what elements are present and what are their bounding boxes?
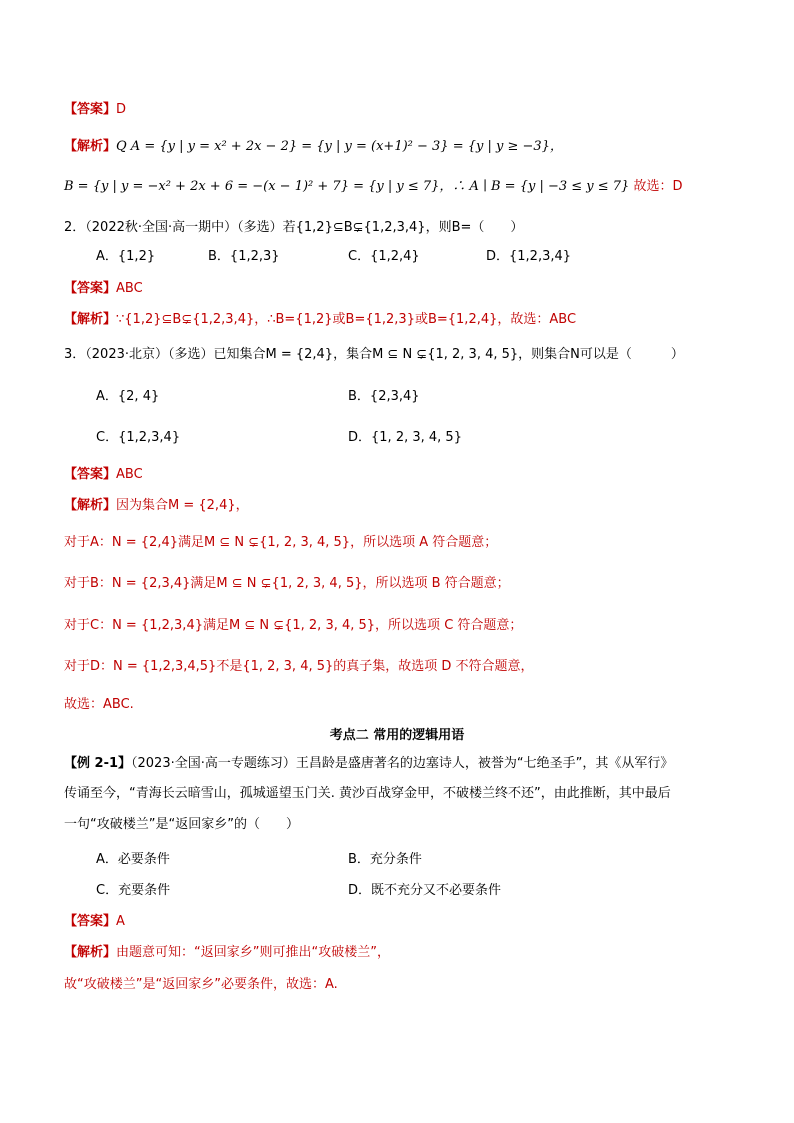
question-3-option-d: D．{1, 2, 3, 4, 5} bbox=[348, 430, 462, 445]
question-3-option-b: B．{2,3,4} bbox=[348, 389, 420, 404]
question-2-option-a: A．{1,2} bbox=[96, 249, 156, 264]
question-2-stem: 2．（2022秋·全国·高一期中）（多选）若{1,2}⊆B⊊{1,2,3,4}，则B=（ ） bbox=[64, 220, 524, 235]
analysis-2 bbox=[64, 311, 576, 329]
analysis-text: ∵{1,2}⊆B⊊{1,2,3,4}，∴B={1,2}或B={1,2,3}或B={1,2,4}，故选：ABC bbox=[116, 312, 577, 327]
example-option-a: A．必要条件 bbox=[96, 852, 170, 867]
question-2-option-c: C．{1,2,4} bbox=[348, 249, 420, 264]
example-2-1-line-3: 一句“攻破楼兰”是“返回家乡”的（ ） bbox=[64, 817, 299, 832]
analysis-conclusion: 故选：D bbox=[629, 179, 683, 194]
analysis-tag: 【解析】 bbox=[64, 945, 117, 960]
answer-tag: 【答案】 bbox=[64, 467, 117, 482]
example-tag: 【例 2-1】 bbox=[64, 756, 132, 771]
question-2-option-b: B．{1,2,3} bbox=[208, 249, 280, 264]
analysis-4-line-2: 故“攻破楼兰”是“返回家乡”必要条件，故选：A. bbox=[64, 977, 338, 992]
analysis-tag: 【解析】 bbox=[64, 312, 117, 327]
analysis-tag: 【解析】 bbox=[64, 139, 117, 154]
analysis-text: 由题意可知：“返回家乡”则可推出“攻破楼兰”， bbox=[116, 945, 390, 960]
analysis-3-case-d: 对于D：N = {1,2,3,4,5}不是{1, 2, 3, 4, 5}的真子集，故选项 D 不符合题意， bbox=[64, 659, 534, 674]
analysis-1-line-2 bbox=[64, 178, 682, 196]
question-2-option-d: D．{1,2,3,4} bbox=[486, 249, 572, 264]
answer-value: D bbox=[116, 102, 127, 117]
question-3-option-c: C．{1,2,3,4} bbox=[96, 430, 181, 445]
analysis-3-conclusion: 故选：ABC. bbox=[64, 697, 134, 712]
analysis-text: 因为集合M = {2,4}， bbox=[116, 498, 249, 513]
question-3-option-a: A．{2, 4} bbox=[96, 389, 160, 404]
answer-tag: 【答案】 bbox=[64, 914, 117, 929]
analysis-math: B = {y | y = −x² + 2x + 6 = −(x − 1)² + 7} = {y | y ≤ 7}，∴ A ∣ B = {y | −3 ≤ y ≤ 7} bbox=[64, 179, 630, 194]
analysis-math: Q A = {y | y = x² + 2x − 2} = {y | y = (x+1)² − 3} = {y | y ≥ −3}， bbox=[116, 139, 563, 154]
example-2-1-line-2: 传诵至今，“青海长云暗雪山，孤城遥望玉门关. 黄沙百战穿金甲，不破楼兰终不还”，由此推断，其中最后 bbox=[64, 786, 671, 801]
example-2-1-line-1 bbox=[64, 755, 673, 773]
analysis-1-line-1 bbox=[64, 138, 563, 156]
analysis-tag: 【解析】 bbox=[64, 498, 117, 513]
answer-tag: 【答案】 bbox=[64, 102, 117, 117]
answer-2 bbox=[64, 280, 143, 298]
example-option-b: B．充分条件 bbox=[348, 852, 422, 867]
answer-4 bbox=[64, 913, 125, 931]
analysis-4-line-1 bbox=[64, 944, 390, 962]
analysis-3-case-a: 对于A：N = {2,4}满足M ⊆ N ⊊{1, 2, 3, 4, 5}，所以选项 A 符合题意； bbox=[64, 535, 498, 550]
example-text: （2023·全国·高一专题练习）王昌龄是盛唐著名的边塞诗人，被誉为“七绝圣手”，其《从军行》 bbox=[131, 756, 674, 771]
answer-value: ABC bbox=[116, 467, 143, 482]
question-3-stem: 3．（2023·北京）（多选）已知集合M = {2,4}，集合M ⊆ N ⊊{1, 2, 3, 4, 5}，则集合N可以是（ ） bbox=[64, 347, 684, 362]
answer-value: A bbox=[116, 914, 125, 929]
example-option-c: C．充要条件 bbox=[96, 883, 171, 898]
answer-value: ABC bbox=[116, 281, 143, 296]
answer-3 bbox=[64, 466, 143, 484]
answer-1 bbox=[64, 101, 126, 119]
section-title: 考点二 常用的逻辑用语 bbox=[329, 728, 465, 743]
example-option-d: D．既不充分又不必要条件 bbox=[348, 883, 502, 898]
answer-tag: 【答案】 bbox=[64, 281, 117, 296]
analysis-3-intro bbox=[64, 497, 249, 515]
analysis-3-case-b: 对于B：N = {2,3,4}满足M ⊆ N ⊊{1, 2, 3, 4, 5}，所以选项 B 符合题意； bbox=[64, 576, 510, 591]
analysis-3-case-c: 对于C：N = {1,2,3,4}满足M ⊆ N ⊊{1, 2, 3, 4, 5}，所以选项 C 符合题意； bbox=[64, 618, 523, 633]
